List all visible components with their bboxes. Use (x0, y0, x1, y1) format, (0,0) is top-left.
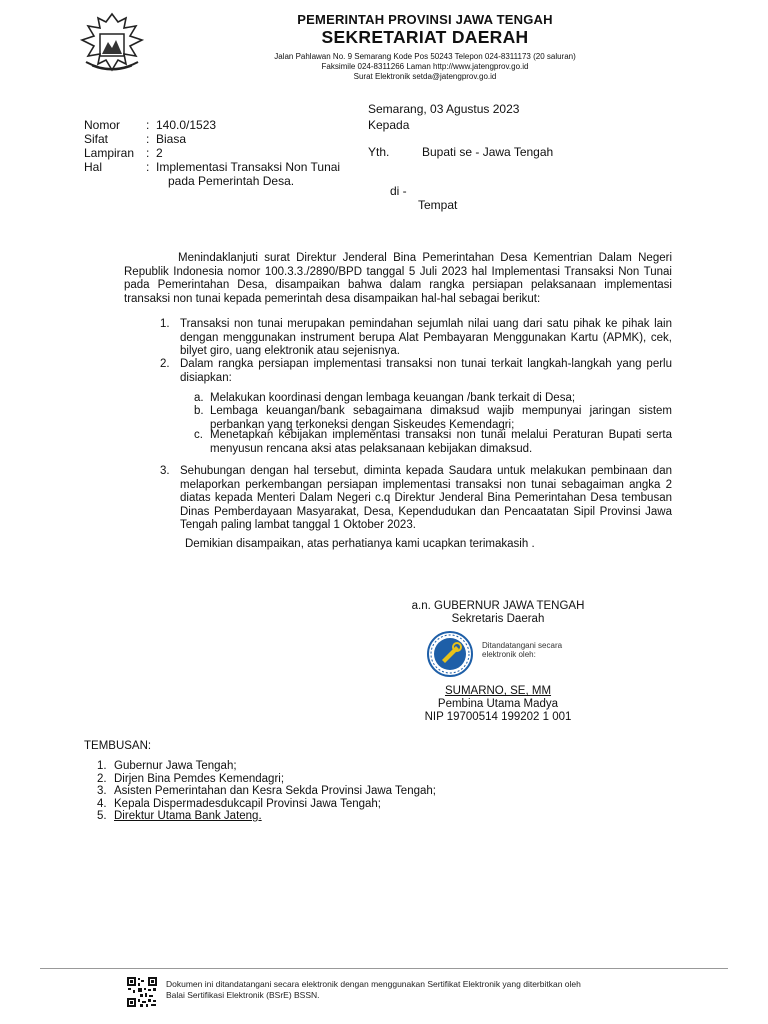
signatory-name: SUMARNO, SE, MM (444, 685, 552, 697)
letterhead-address: Jalan Pahlawan No. 9 Semarang Kode Pos 50243 Telepon 024-8311173 (20 saluran) (274, 52, 576, 61)
signatory-nip: NIP 19700514 199202 1 001 (424, 711, 572, 723)
subitem-text: Melakukan koordinasi dengan lembaga keuangan /bank terkait di Desa; (210, 392, 576, 404)
item-text: Dalam rangka persiapan implementasi transaksi non tunai terkait langkah-langkah yang perlu disiapkan: (180, 358, 672, 384)
closing-paragraph: Demikian disampaikan, atas perhatianya kami ucapkan terimakasih . (185, 538, 535, 550)
meta-key: Lampiran (84, 146, 135, 160)
list-text: Gubernur Jawa Tengah; (114, 760, 237, 772)
list-item (97, 785, 517, 798)
item-text: Sehubungan dengan hal tersebut, diminta kepada Saudara untuk melakukan pembinaan dan melaporkan perkembangan persiapan implementasi transaksi non tunai sebagaiman angka 2 diatas kepada Menteri Dalam Negeri c.q Direktur Jenderal Bina Pemerintahan Desa tembusan Dinas Pemberdayaan Masyarakat, Desa, Kependudukan dan Pencaatatan Sipil Provinsi Jawa Tengah paling lambat tanggal 1 Oktober 2023. (180, 465, 672, 531)
subitem-text: Lembaga keuangan/bank sebagaimana dimaksud wajib mempunyai jaringan sistem perbankan yang terkoneksi dengan Siskeudes Kemendagri; (210, 405, 672, 431)
footer-line-2: Balai Sertifikasi Elektronik (BSrE) BSSN. (166, 990, 320, 1000)
numbered-item-3 (160, 465, 672, 533)
meta-row-lampiran: Lampiran : 2 (84, 146, 384, 160)
meta-row-hal: Hal : Implementasi Transaksi Non Tunai pada Pemerintah Desa. (84, 160, 384, 188)
list-number: 2. (97, 772, 107, 785)
item-number: 2. (160, 358, 170, 370)
esign-caption (482, 641, 562, 659)
meta-row-nomor: Nomor : 140.0/1523 (84, 118, 384, 132)
subitem-letter: b. (194, 405, 204, 417)
qr-code-icon[interactable] (126, 976, 158, 1008)
meta-row-sifat: Sifat : Biasa (84, 132, 384, 146)
letterhead-fax: Faksimile 024-8311266 Laman http://www.jatengprov.go.id (321, 62, 529, 71)
esign-line-2: elektronik oleh: (482, 650, 536, 659)
footer-divider (40, 968, 728, 969)
list-text: Direktur Utama Bank Jateng. (114, 810, 262, 822)
yth-label: Yth. (368, 145, 390, 159)
list-number: 3. (97, 785, 107, 797)
item-text: Transaksi non tunai merupakan pemindahan sejumlah nilai uang dari satu pihak ke pihak lain dengan menggunakan instrument berupa Alat Pembayaran Menggunakan Kartu (APMK), cek, bilyet giro, uang elektronik atau sejenisnya. (180, 318, 672, 357)
letterhead-office: SEKRETARIAT DAERAH (321, 27, 529, 47)
list-number: 4. (97, 797, 107, 810)
subitem-letter: a. (194, 392, 204, 404)
meta-key: Hal (84, 160, 103, 174)
list-text: Dirjen Bina Pemdes Kemendagri; (114, 772, 285, 785)
signature-an: a.n. GUBERNUR JAWA TENGAH (411, 600, 585, 612)
meta-key: Sifat (84, 132, 109, 146)
subitem-c (194, 429, 672, 456)
footer-line-1: Dokumen ini ditandatangani secara elektronik dengan menggunakan Sertifikat Elektronik yang diterbitkan oleh (166, 979, 581, 989)
footer-note (166, 979, 581, 1001)
signature-title: Sekretaris Daerah (451, 613, 545, 625)
item-number: 3. (160, 465, 170, 477)
subitem-text: Menetapkan kebijakan implementasi transaksi non tunai melalui Peraturan Bupati serta menyusun rencana aksi atas pelaksanaan kebijakan dimaksud. (210, 429, 672, 455)
list-text: Asisten Pemerintahan dan Kesra Sekda Provinsi Jawa Tengah; (114, 785, 436, 797)
list-item (97, 773, 517, 786)
subitem-a (194, 392, 672, 406)
subitem-b (194, 405, 672, 432)
bsre-seal-icon (426, 630, 474, 678)
tembusan-list (97, 760, 517, 823)
numbered-item-2 (160, 358, 672, 385)
kepada-label: Kepada (368, 118, 410, 132)
place-date: Semarang, 03 Agustus 2023 (368, 102, 520, 116)
item-number: 1. (160, 318, 170, 330)
intro-paragraph: Menindaklanjuti surat Direktur Jenderal Bina Pemerintahan Desa Kementrian Dalam Negeri Republik Indonesia nomor 100.3.3./2890/BPD tanggal 5 Juli 2023 hal Implementasi Transaksi Non Tunai pada Pemerintahan Desa, disampaikan bahwa dalam rangka persiapan pelaksanaan implementasi transaksi non tunai kepada pemerintah desa disampaikan hal-hal sebagai berikut: (124, 252, 672, 305)
meta-value: Implementasi Transaksi Non Tunai (156, 160, 341, 174)
subitem-letter: c. (194, 429, 203, 441)
list-item (97, 760, 517, 773)
meta-value: Biasa (156, 132, 187, 146)
meta-value-continued: pada Pemerintah Desa. (168, 174, 295, 188)
list-item (97, 810, 517, 823)
province-emblem-logo (78, 12, 146, 76)
list-item (97, 798, 517, 811)
tempat-label: Tempat (418, 198, 458, 212)
numbered-item-1 (160, 318, 672, 359)
meta-value: 140.0/1523 (156, 118, 217, 132)
letterhead-email: Surat Elektronik setda@jatengprov.go.id (353, 72, 497, 81)
list-number: 5. (97, 810, 107, 822)
meta-key: Nomor (84, 118, 121, 132)
list-text: Kepala Dispermadesdukcapil Provinsi Jawa Tengah; (114, 797, 381, 810)
list-number: 1. (97, 760, 107, 772)
recipient: Bupati se - Jawa Tengah (422, 145, 554, 159)
letterhead-government: PEMERINTAH PROVINSI JAWA TENGAH (297, 12, 553, 27)
esign-line-1: Ditandatangani secara (482, 641, 563, 650)
meta-value: 2 (156, 146, 163, 160)
tembusan-label: TEMBUSAN: (84, 740, 152, 752)
signatory-rank: Pembina Utama Madya (437, 698, 559, 710)
di-label: di - (390, 184, 407, 198)
